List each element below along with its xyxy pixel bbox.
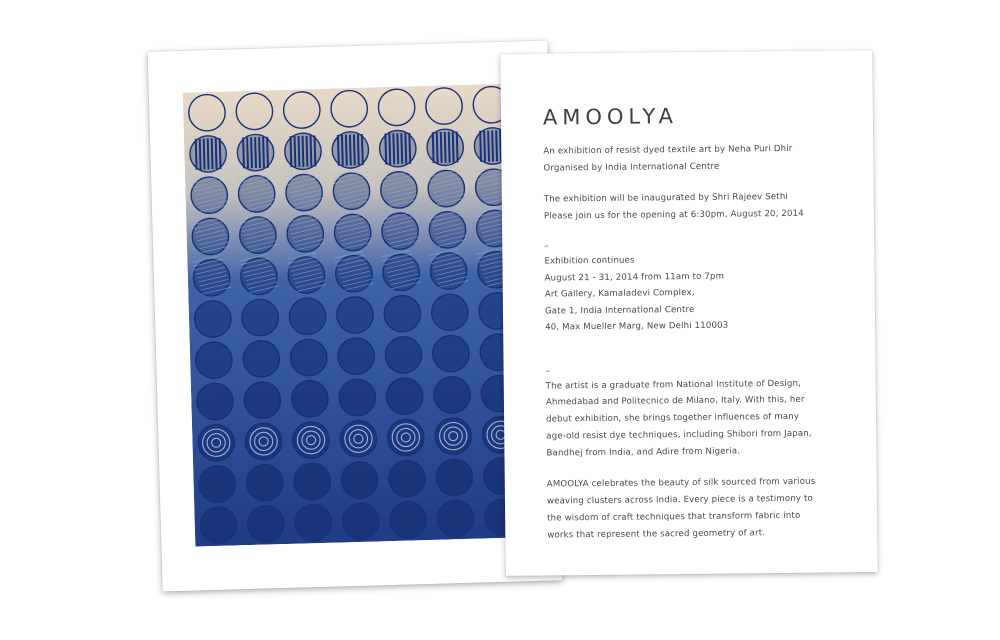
artwork-circle <box>336 296 373 333</box>
artist-bio <box>546 375 847 462</box>
artwork-circle <box>189 135 226 172</box>
details-line: Exhibition continues <box>544 255 635 267</box>
artist-bio-line: age-old resist dye techniques, including Shibori from Japan, <box>546 428 812 442</box>
artwork-circle <box>340 420 377 457</box>
artwork-circle <box>432 335 469 372</box>
artwork-circle <box>339 379 376 416</box>
details-line: Art Gallery, Kamaladevi Complex, <box>544 287 695 300</box>
artist-bio-line: Ahmedabad and Politecnico de Milano, Italy. With this, her <box>545 395 805 408</box>
artwork-circle <box>294 463 331 500</box>
artwork-circle <box>332 131 369 168</box>
artwork-circle <box>289 298 326 335</box>
artwork-circle <box>194 300 231 337</box>
subtitle-block <box>543 140 843 176</box>
artwork-circle <box>431 294 468 331</box>
artwork-circle <box>245 423 282 460</box>
artwork-circle <box>342 503 379 540</box>
artwork-circle <box>433 376 470 413</box>
description-line: works that represent the sacred geometry of art. <box>547 528 766 541</box>
artist-bio-line: debut exhibition, she brings together influences of many <box>546 411 800 425</box>
artwork-circle <box>290 339 327 376</box>
artwork-circle <box>341 461 378 498</box>
details-line: August 21 - 31, 2014 from 11am to 7pm <box>544 271 725 284</box>
artwork-circle <box>388 460 425 497</box>
textile-artwork <box>183 83 528 546</box>
artwork-circle <box>236 93 273 130</box>
artwork-circle <box>386 378 423 415</box>
artwork-circle <box>292 421 329 458</box>
artwork-circle <box>237 134 274 171</box>
artwork-circle <box>384 295 421 332</box>
artwork-circle <box>244 382 281 419</box>
details-block <box>544 250 845 336</box>
artwork-circle <box>425 87 462 124</box>
artwork-circle <box>331 90 368 127</box>
details-line: 40, Max Mueller Marg, New Delhi 110003 <box>545 320 729 333</box>
description-line: the wisdom of craft techniques that transform fabric into <box>547 510 801 524</box>
artwork-circle <box>241 299 278 336</box>
description-line: AMOOLYA celebrates the beauty of silk sourced from various <box>546 477 816 490</box>
separator: – <box>544 241 549 252</box>
exhibition-description <box>547 474 848 544</box>
inauguration-block <box>544 188 844 224</box>
subtitle-line: An exhibition of resist dyed textile art by Neha Puri Dhir <box>543 143 793 157</box>
artwork-circle <box>200 507 237 544</box>
artwork-circle <box>195 342 232 379</box>
artwork-circle <box>283 91 320 128</box>
artwork-circle <box>196 383 233 420</box>
inauguration-line: The exhibition will be inaugurated by Shri Rajeev Sethi <box>543 191 788 205</box>
subtitle-line: Organised by India International Centre <box>543 161 720 174</box>
artwork-circle <box>427 129 464 166</box>
artwork-circle <box>198 424 235 461</box>
description-line: weaving clusters across India. Every piece is a testimony to <box>546 493 814 507</box>
separator: – <box>545 365 550 377</box>
artist-bio-line: The artist is a graduate from National Institute of Design, <box>545 378 802 392</box>
artwork-circle <box>246 464 283 501</box>
artwork-circle <box>295 504 332 541</box>
invitation-card <box>500 50 877 576</box>
artist-bio-line: Bandhej from India, and Adire from Nigeria. <box>546 446 741 459</box>
artwork-circle <box>436 459 473 496</box>
artwork-circle <box>199 465 236 502</box>
artwork-circle <box>387 419 424 456</box>
artwork-circle <box>337 338 374 375</box>
artwork-circle <box>247 505 284 542</box>
artwork-circle <box>385 336 422 373</box>
artwork-circle <box>437 500 474 537</box>
artwork-circle <box>188 94 225 131</box>
artwork-circle <box>291 380 328 417</box>
artwork-circle <box>378 89 415 126</box>
invitation-content <box>543 102 848 544</box>
details-line: Gate 1, India International Centre <box>544 304 695 317</box>
exhibition-title: AMOOLYA <box>542 104 679 130</box>
artwork-circle <box>379 130 416 167</box>
inauguration-line: Please join us for the opening at 6:30pm, August 20, 2014 <box>543 208 804 222</box>
artwork-circle <box>284 133 321 170</box>
artwork-circle <box>243 340 280 377</box>
artwork-circle <box>389 501 426 538</box>
artwork-circle <box>435 417 472 454</box>
